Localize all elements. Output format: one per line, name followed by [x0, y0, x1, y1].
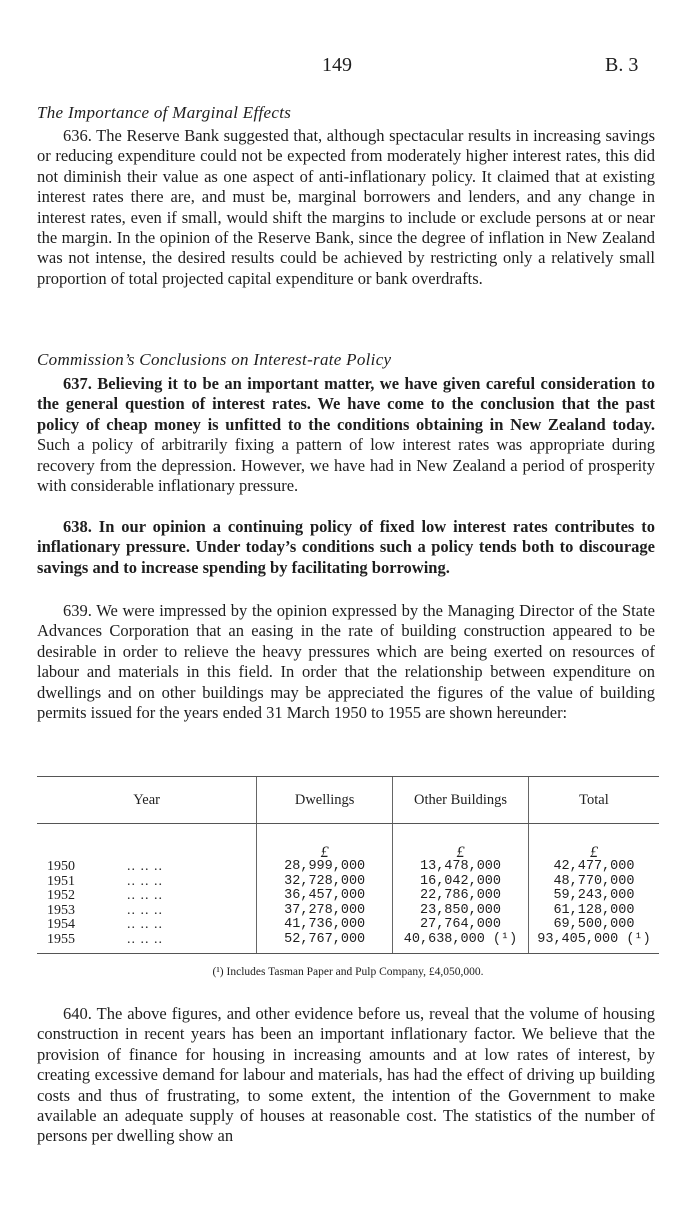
currency-dwellings: £: [257, 824, 393, 861]
table-row: [37, 889, 659, 904]
cell-total: 69,500,000: [528, 918, 659, 933]
currency-other: £: [393, 824, 529, 861]
currency-spacer: [37, 824, 257, 861]
leader-dots: .. .. ..: [127, 873, 163, 889]
paragraph-637: [37, 374, 655, 496]
cell-total: 93,405,000 (¹): [528, 933, 659, 954]
leader-dots: .. .. ..: [127, 888, 163, 903]
paragraph-640: 640. The above figures, and other evidence before us, reveal that the volume of housing construction in recent years has been an important inflationary factor. We believe that the provision of finance for housing in increasing amounts and at low rates of interest, by creating excessive demand for labour and materials, has had the effect of driving up building costs and thus of frustrating, to some extent, the intention of the Government to make available an adequate supply of houses at reasonable cost. The statistics of the number of persons per dwelling show an: [37, 1004, 655, 1146]
leader-dots: .. .. ..: [127, 902, 163, 918]
paragraph-638: 638. In our opinion a continuing policy of fixed low interest rates contributes to inflationary pressure. Under today’s conditions such a policy tends both to discourage savings and to increase spending by facilitating borrowing.: [37, 517, 655, 577]
paragraph-639: 639. We were impressed by the opinion expressed by the Managing Director of the State Advances Corporation that an easing in the rate of building construction appeared to be desirable in order to relieve the heavy pressures which are being exerted on resources of labour and materials in this field. In order that the relationship between expenditure on dwellings and on other buildings may be appreciated the figures of the value of building permits issued for the years ended 31 March 1950 to 1955 are shown hereunder:: [37, 601, 655, 723]
cell-year: [37, 918, 257, 933]
year-label: 1951: [47, 873, 75, 889]
table-footnote: (¹) Includes Tasman Paper and Pulp Company, £4,050,000.: [212, 966, 484, 978]
cell-total: 59,243,000: [528, 889, 659, 904]
cell-other-buildings: 23,850,000: [393, 904, 529, 919]
year-label: 1950: [47, 859, 75, 874]
table-header-row: [37, 777, 659, 824]
cell-dwellings: 41,736,000: [257, 918, 393, 933]
table-row: [37, 860, 659, 875]
cell-other-buildings: 22,786,000: [393, 889, 529, 904]
year-label: 1953: [47, 902, 75, 918]
table-row: [37, 933, 659, 954]
table-row: [37, 918, 659, 933]
year-label: 1955: [47, 931, 75, 947]
cell-year: [37, 889, 257, 904]
cell-year: [37, 860, 257, 875]
table-row: [37, 875, 659, 890]
year-label: 1952: [47, 888, 75, 903]
cell-dwellings: 52,767,000: [257, 933, 393, 954]
cell-other-buildings: 27,764,000: [393, 918, 529, 933]
paragraph-637-emphasis: 637. Believing it to be an important matter, we have given careful consideration to the general question of interest rates. We have come to the conclusion that the past policy of cheap money is unfitted to the conditions obtaining in New Zealand today.: [37, 374, 655, 434]
cell-dwellings: 37,278,000: [257, 904, 393, 919]
page-number: 149: [322, 54, 352, 76]
cell-year: [37, 904, 257, 919]
leader-dots: .. .. ..: [127, 859, 163, 874]
paragraph-636: 636. The Reserve Bank suggested that, although spectacular results in increasing savings or reducing expenditure could not be expected from moderately higher interest rates, this did not diminish their value as one aspect of anti-inflationary policy. It claimed that at existing interest rates there are, and must be, marginal borrowers and lenders, and any change in interest rates, even if small, would shift the margins to include or exclude persons at or near the margin. In the opinion of the Reserve Bank, since the degree of inflation in New Zealand was not intense, the desired results could be achieved by restricting only a relatively small proportion of total projected capital expenditure or bank overdrafts.: [37, 126, 655, 288]
cell-total: 42,477,000: [528, 860, 659, 875]
document-reference: B. 3: [605, 54, 639, 76]
column-header-dwellings: Dwellings: [257, 777, 393, 824]
building-permits-table-container: [37, 776, 659, 978]
cell-dwellings: 28,999,000: [257, 860, 393, 875]
year-label: 1954: [47, 917, 75, 932]
cell-dwellings: 32,728,000: [257, 875, 393, 890]
cell-total: 61,128,000: [528, 904, 659, 919]
table-body: [37, 824, 659, 954]
building-permits-table: [37, 776, 659, 954]
cell-other-buildings: 40,638,000 (¹): [393, 933, 529, 954]
cell-total: 48,770,000: [528, 875, 659, 890]
section-heading-conclusions: Commission’s Conclusions on Interest-rate Policy: [37, 350, 392, 369]
column-header-year: Year: [37, 777, 257, 824]
currency-total: £: [528, 824, 659, 861]
cell-year: [37, 933, 257, 954]
column-header-total: Total: [528, 777, 659, 824]
cell-other-buildings: 13,478,000: [393, 860, 529, 875]
leader-dots: .. .. ..: [127, 917, 163, 932]
leader-dots: .. .. ..: [127, 931, 163, 947]
cell-other-buildings: 16,042,000: [393, 875, 529, 890]
currency-row: [37, 824, 659, 861]
cell-dwellings: 36,457,000: [257, 889, 393, 904]
column-header-other-buildings: Other Buildings: [393, 777, 529, 824]
section-heading-marginal-effects: The Importance of Marginal Effects: [37, 103, 292, 122]
paragraph-637-text: Such a policy of arbitrarily fixing a pattern of low interest rates was appropriate during recovery from the depression. However, we have had in New Zealand a period of prosperity with considerable inflationary pressure.: [37, 435, 655, 496]
cell-year: [37, 875, 257, 890]
table-row: [37, 904, 659, 919]
